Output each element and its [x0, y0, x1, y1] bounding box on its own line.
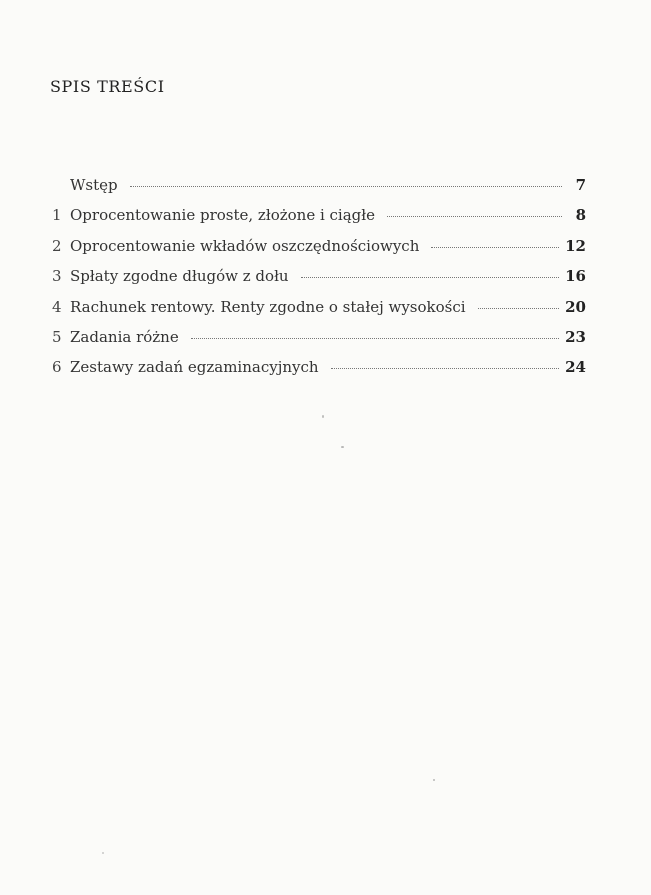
toc-dot-leader: [130, 186, 562, 187]
toc-dot-leader: [331, 368, 560, 369]
toc-entry-chapter-6: [52, 358, 586, 388]
toc-entry-page: 7: [575, 176, 586, 194]
toc-entry-title: Zestawy zadań egzaminacyjnych: [70, 358, 319, 377]
scan-speck: [341, 446, 344, 448]
toc-dot-leader: [191, 338, 559, 339]
scan-speck: [102, 852, 104, 854]
toc-entry-number: 1: [52, 206, 62, 225]
toc-entry-page: 23: [565, 327, 586, 346]
toc-entry-number: 4: [52, 297, 62, 316]
toc-entry-title: Oprocentowanie wkładów oszczędnościowych: [70, 236, 420, 255]
scan-speck: [322, 415, 324, 418]
toc-entry-title: Zadania różne: [70, 327, 179, 346]
page-title: SPIS TREŚCI: [50, 77, 165, 96]
toc-entry-title: Oprocentowanie proste, złożone i ciągłe: [70, 206, 376, 225]
toc-entry-page: 8: [575, 206, 586, 225]
toc-entry-page: 20: [565, 297, 586, 316]
scan-speck: [433, 779, 435, 781]
toc-entry-title: Spłaty zgodne długów z dołu: [70, 267, 289, 286]
toc-entry-number: 2: [52, 236, 62, 255]
toc-dot-leader: [431, 247, 559, 248]
toc-dot-leader: [478, 308, 560, 309]
toc-entry-page: 16: [565, 267, 586, 286]
toc-entry-number: 5: [52, 327, 62, 346]
toc-entry-page: 12: [565, 236, 586, 255]
toc-entry-number: 6: [52, 358, 62, 377]
toc-dot-leader: [387, 216, 562, 217]
table-of-contents: [52, 176, 586, 389]
toc-entry-chapter-5: [52, 328, 586, 358]
toc-entry-number: 3: [52, 267, 62, 286]
toc-entry-title: Wstęp: [70, 176, 118, 194]
toc-entry-chapter-1: [52, 206, 586, 236]
toc-entry-intro: [52, 176, 586, 206]
toc-dot-leader: [301, 277, 560, 278]
toc-entry-chapter-4: [52, 298, 586, 328]
toc-entry-chapter-3: [52, 267, 586, 297]
toc-entry-page: 24: [565, 358, 586, 377]
toc-entry-title: Rachunek rentowy. Renty zgodne o stałej wysokości: [70, 297, 466, 316]
toc-entry-chapter-2: [52, 237, 586, 267]
